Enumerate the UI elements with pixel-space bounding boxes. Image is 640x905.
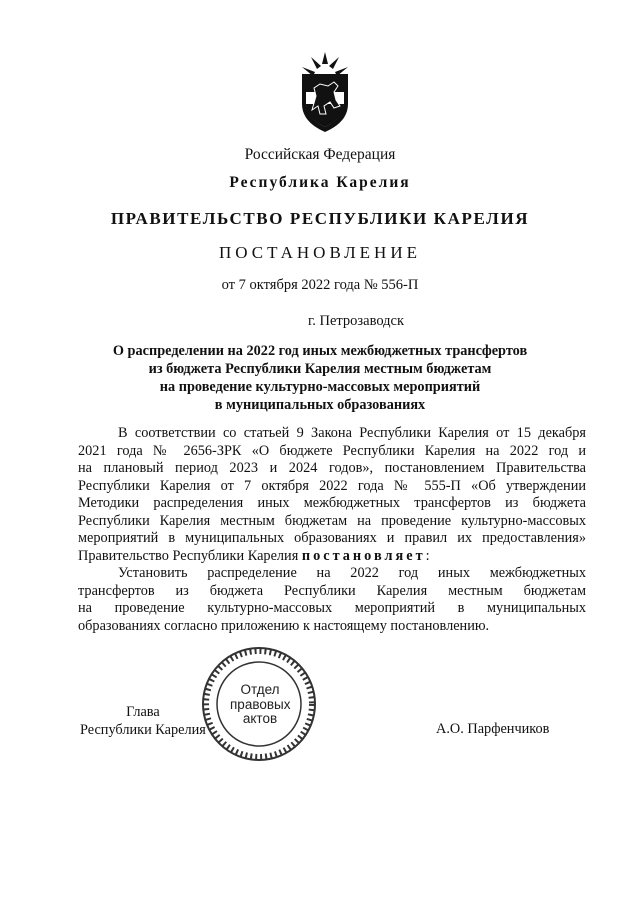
document-body [78, 425, 586, 635]
signatory-name: А.О. Парфенчиков [436, 721, 550, 737]
body-line-resolves [78, 548, 586, 566]
document-city: г. Петрозаводск [307, 313, 405, 329]
signatory-title-line: Республики Карелия [80, 722, 206, 738]
signatory-title [80, 703, 206, 739]
resolves-keyword: постановляет [301, 547, 426, 564]
title-line: О распределении на 2022 год иных межбюджетных трансфертов [112, 343, 528, 359]
stamp-line: актов [242, 711, 278, 726]
body-line: на плановый период 2023 и 2024 годов», постановлением Правительства [78, 460, 586, 476]
title-line: в муниципальных образованиях [214, 397, 426, 413]
stamp-line: Отдел [240, 682, 280, 697]
paragraph-resolution [78, 565, 586, 635]
title-line: на проведение культурно-массовых мероприятий [159, 379, 481, 395]
body-line: Методики распределения иных межбюджетных трансфертов из бюджета [78, 495, 586, 511]
signatory-title-line: Глава [126, 704, 160, 720]
government-name: ПРАВИТЕЛЬСТВО РЕСПУБЛИКИ КАРЕЛИЯ [110, 209, 530, 228]
document-title [0, 342, 640, 414]
country-name: Российская Федерация [244, 146, 396, 163]
title-line: из бюджета Республики Карелия местным бюджетам [148, 361, 492, 377]
body-line: трансфертов из бюджета Республики Карелия местным бюджетам [78, 582, 586, 599]
paragraph-preamble [78, 425, 586, 565]
document-date-number: от 7 октября 2022 года № 556-П [221, 277, 419, 293]
body-line: В соответствии со статьей 9 Закона Республики Карелия от 15 декабря [118, 425, 586, 441]
stamp-text [230, 683, 290, 727]
republic-name: Республика Карелия [229, 174, 411, 191]
document-type: ПОСТАНОВЛЕНИЕ [218, 243, 421, 262]
body-line: мероприятий в муниципальных образованиях и правил их предоставления» [78, 530, 586, 546]
resolves-prefix: Правительство Республики Карелия [78, 547, 302, 564]
karelia-coat-of-arms-icon [296, 52, 354, 134]
body-line: Установить распределение на 2022 год иных межбюджетных [118, 565, 586, 581]
body-line: на проведение культурно-массовых мероприятий в муниципальных [78, 600, 586, 616]
body-line: Республики Карелия местным бюджетам на проведение культурно-массовых [78, 512, 586, 529]
body-line: Республики Карелия от 7 октября 2022 года № 555-П «Об утверждении [78, 477, 586, 494]
body-line: 2021 года № 2656-ЗРК «О бюджете Республики Карелия на 2022 год и [78, 442, 586, 459]
resolves-suffix: : [425, 547, 430, 564]
stamp-line: правовых [230, 696, 291, 712]
body-line: образованиях согласно приложению к настоящему постановлению. [78, 617, 490, 634]
